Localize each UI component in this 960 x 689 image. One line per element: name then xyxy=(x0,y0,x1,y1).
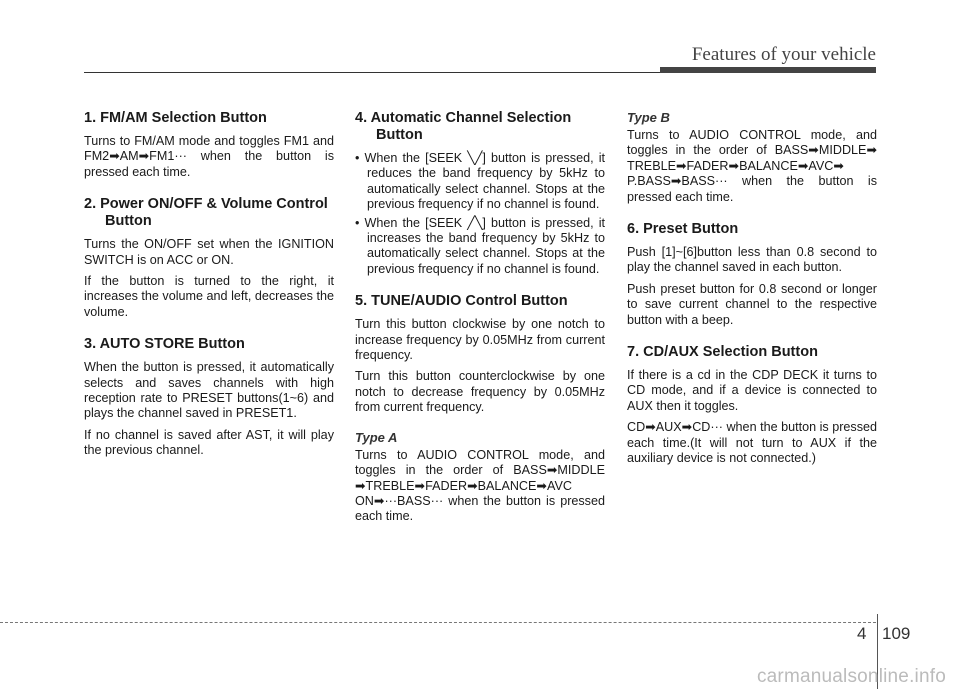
type-b-label: Type B xyxy=(627,110,670,125)
section-heading: 2. Power ON/OFF & Volume Control Button xyxy=(84,196,328,230)
header-accent-bar xyxy=(660,67,876,73)
column-left xyxy=(84,110,334,475)
section-heading: 4. Automatic Channel Selection Button xyxy=(355,110,572,143)
header-title: Features of your vehicle xyxy=(691,44,876,65)
paragraph: Turns the ON/OFF set when the IGNITION SWITCH is on ACC or ON. xyxy=(84,237,334,267)
column-middle xyxy=(355,110,605,541)
section-tune-audio xyxy=(355,293,605,524)
column-right xyxy=(627,110,877,483)
list-item: • When the [SEEK ╱╲] button is pressed, it increases the band frequency by 5kHz to automatically select channel. Stops at the previous frequency if no channel is found. xyxy=(355,215,605,276)
paragraph: Turn this button clockwise by one notch to increase frequency by 0.05MHz from current frequency. xyxy=(355,317,605,363)
page-number: 109 xyxy=(882,624,911,643)
paragraph: Turn this button counterclockwise by one notch to decrease frequency by 0.05MHz from current frequency. xyxy=(355,369,605,415)
section-heading: 6. Preset Button xyxy=(627,221,739,238)
section-power-volume xyxy=(84,196,334,320)
watermark: carmanualsonline.info xyxy=(756,666,946,687)
paragraph: If the button is turned to the right, it increases the volume and left, decreases the volume. xyxy=(84,274,334,319)
paragraph: When the button is pressed, it automatically selects and saves channels with high reception rate to PRESET buttons(1~6) and plays the channel saved in PRESET1. xyxy=(84,360,334,421)
section-heading: 5. TUNE/AUDIO Control Button xyxy=(355,293,568,310)
chapter-number: 4 xyxy=(857,624,867,643)
paragraph: Turns to AUDIO CONTROL mode, and toggles in the order of BASS➡MIDDLE➡ TREBLE➡FADER➡BALANCE➡AVC➡ P.BASS➡BASS··· when the button is pressed each time. xyxy=(627,128,877,204)
bullet-list xyxy=(355,151,605,277)
section-heading: 7. CD/AUX Selection Button xyxy=(627,344,818,361)
section-fm-am xyxy=(84,110,334,180)
section-heading: 1. FM/AM Selection Button xyxy=(84,110,267,126)
type-a-label: Type A xyxy=(355,429,398,445)
section-heading: 3. AUTO STORE Button xyxy=(84,336,245,353)
paragraph: If there is a cd in the CDP DECK it turns to CD mode, and if a device is connected to AUX then it toggles. xyxy=(627,368,877,413)
paragraph: Turns to FM/AM mode and toggles FM1 and FM2➡AM➡FM1··· when the button is pressed each time. xyxy=(84,134,334,179)
footer-rule xyxy=(0,622,876,623)
section-cd-aux xyxy=(627,344,877,466)
section-auto-channel xyxy=(355,110,605,277)
paragraph: Turns to AUDIO CONTROL mode, and toggles in the order of BASS➡MIDDLE ➡TREBLE➡FADER➡BALANCE➡AVC ON➡···BASS··· when the button is pressed each time. xyxy=(355,447,605,524)
section-auto-store xyxy=(84,336,334,458)
paragraph: If no channel is saved after AST, it will play the previous channel. xyxy=(84,427,334,458)
list-item: • When the [SEEK ╲╱] button is pressed, it reduces the band frequency by 5kHz to automatically select channel. Stops at the previous frequency if no channel is found. xyxy=(355,151,605,212)
paragraph: Push [1]~[6]button less than 0.8 second to play the channel saved in each button. xyxy=(627,245,877,275)
section-preset xyxy=(627,221,877,328)
paragraph: CD➡AUX➡CD··· when the button is pressed each time.(It will not turn to AUX if the auxiliary device is not connected.) xyxy=(627,420,877,466)
section-type-b xyxy=(627,110,877,205)
paragraph: Push preset button for 0.8 second or longer to save current channel to the respective button with a beep. xyxy=(627,281,877,327)
